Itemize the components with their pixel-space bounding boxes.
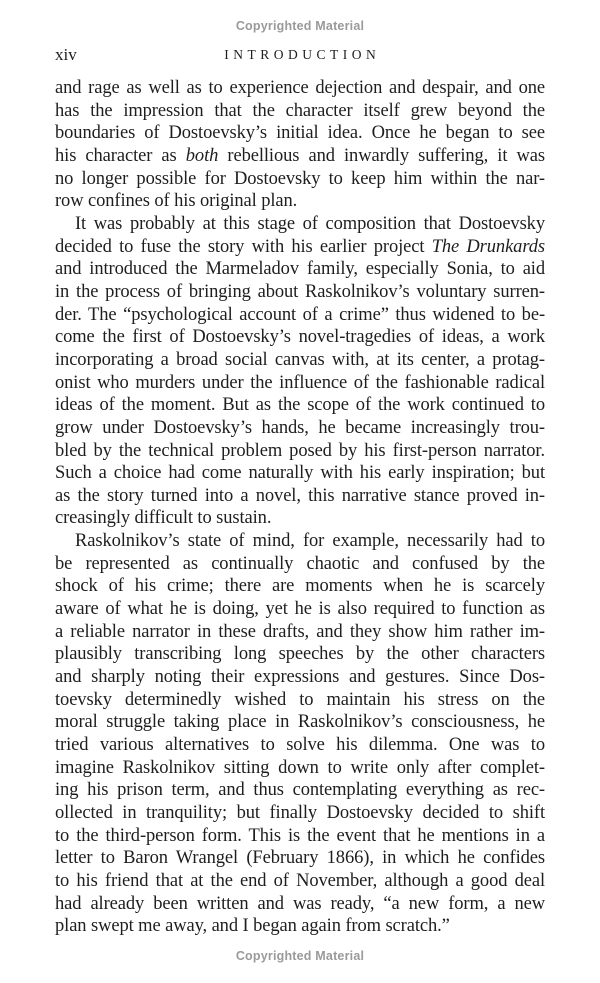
body-line: his character as both rebellious and inwardly suffering, it was <box>55 145 545 166</box>
body-line: in the process of bringing about Raskolnikov’s voluntary surren- <box>55 281 545 302</box>
body-line: to his friend that at the end of November, although a good deal <box>55 870 545 891</box>
body-line: had already been written and was ready, “a new form, a new <box>55 893 545 914</box>
body-line: aware of what he is doing, yet he is also required to function as <box>55 599 545 620</box>
body-line: be represented as continually chaotic and confused by the <box>55 553 545 574</box>
body-line: tried various alternatives to solve his dilemma. One was to <box>55 735 545 756</box>
body-line: moral struggle taking place in Raskolnikov’s consciousness, he <box>55 712 545 733</box>
paragraph <box>55 213 545 530</box>
body-line: and introduced the Marmeladov family, especially Sonia, to aid <box>55 259 545 280</box>
body-line: has the impression that the character itself grew beyond the <box>55 100 545 121</box>
body-line: imagine Raskolnikov sitting down to write only after complet- <box>55 757 545 778</box>
body-line: onist who murders under the influence of the fashionable radical <box>55 372 545 393</box>
body-line: ideas of the moment. But as the scope of the work continued to <box>55 395 545 416</box>
body-line: creasingly difficult to sustain. <box>55 508 272 529</box>
body-line: shock of his crime; there are moments when he is scarcely <box>55 576 545 597</box>
body-line: plausibly transcribing long speeches by the other characters <box>55 644 545 665</box>
body-line: and sharply noting their expressions and gestures. Since Dos- <box>55 667 545 688</box>
body-line: no longer possible for Dostoevsky to keep him within the nar- <box>55 168 545 189</box>
body-line: decided to fuse the story with his earlier project The Drunkards <box>55 236 545 257</box>
body-line: It was probably at this stage of composition that Dostoevsky <box>75 213 545 234</box>
copyright-notice-top: Copyrighted Material <box>235 19 365 33</box>
paragraph <box>55 530 545 938</box>
chapter-title: INTRODUCTION <box>224 47 381 62</box>
running-head <box>55 45 545 63</box>
body-line: incorporating a broad social canvas with, at its center, a protag- <box>55 349 545 370</box>
body-line: row confines of his original plan. <box>55 191 298 212</box>
body-line: plan swept me away, and I began again from scratch.” <box>55 916 450 937</box>
body-line: as the story turned into a novel, this narrative stance proved in- <box>55 485 545 506</box>
body-line: letter to Baron Wrangel (February 1866), in which he confides <box>55 848 545 869</box>
body-line: to the third-person form. This is the event that he mentions in a <box>55 825 545 846</box>
body-line: boundaries of Dostoevsky’s initial idea. Once he began to see <box>55 123 545 144</box>
paragraph <box>55 77 545 213</box>
body-line: Raskolnikov’s state of mind, for example, necessarily had to <box>75 531 545 552</box>
page-number: xiv <box>55 45 77 64</box>
body-text <box>55 77 545 938</box>
body-line: ing his prison term, and thus contemplating everything as rec- <box>55 780 545 801</box>
body-line: der. The “psychological account of a crime” thus widened to be- <box>55 304 545 325</box>
body-line: grow under Dostoevsky’s hands, he became increasingly trou- <box>55 417 545 438</box>
body-line: toevsky determinedly wished to maintain his stress on the <box>55 689 545 710</box>
copyright-notice-bottom: Copyrighted Material <box>235 949 365 963</box>
body-line: come the first of Dostoevsky’s novel-tragedies of ideas, a work <box>55 327 545 348</box>
body-line: Such a choice had come naturally with his early inspiration; but <box>55 463 545 484</box>
body-line: a reliable narrator in these drafts, and they show him rather im- <box>55 621 545 642</box>
body-line: bled by the technical problem posed by his first-person narrator. <box>55 440 545 461</box>
body-line: ollected in tranquility; but finally Dostoevsky decided to shift <box>55 803 545 823</box>
body-line: and rage as well as to experience dejection and despair, and one <box>55 78 545 98</box>
